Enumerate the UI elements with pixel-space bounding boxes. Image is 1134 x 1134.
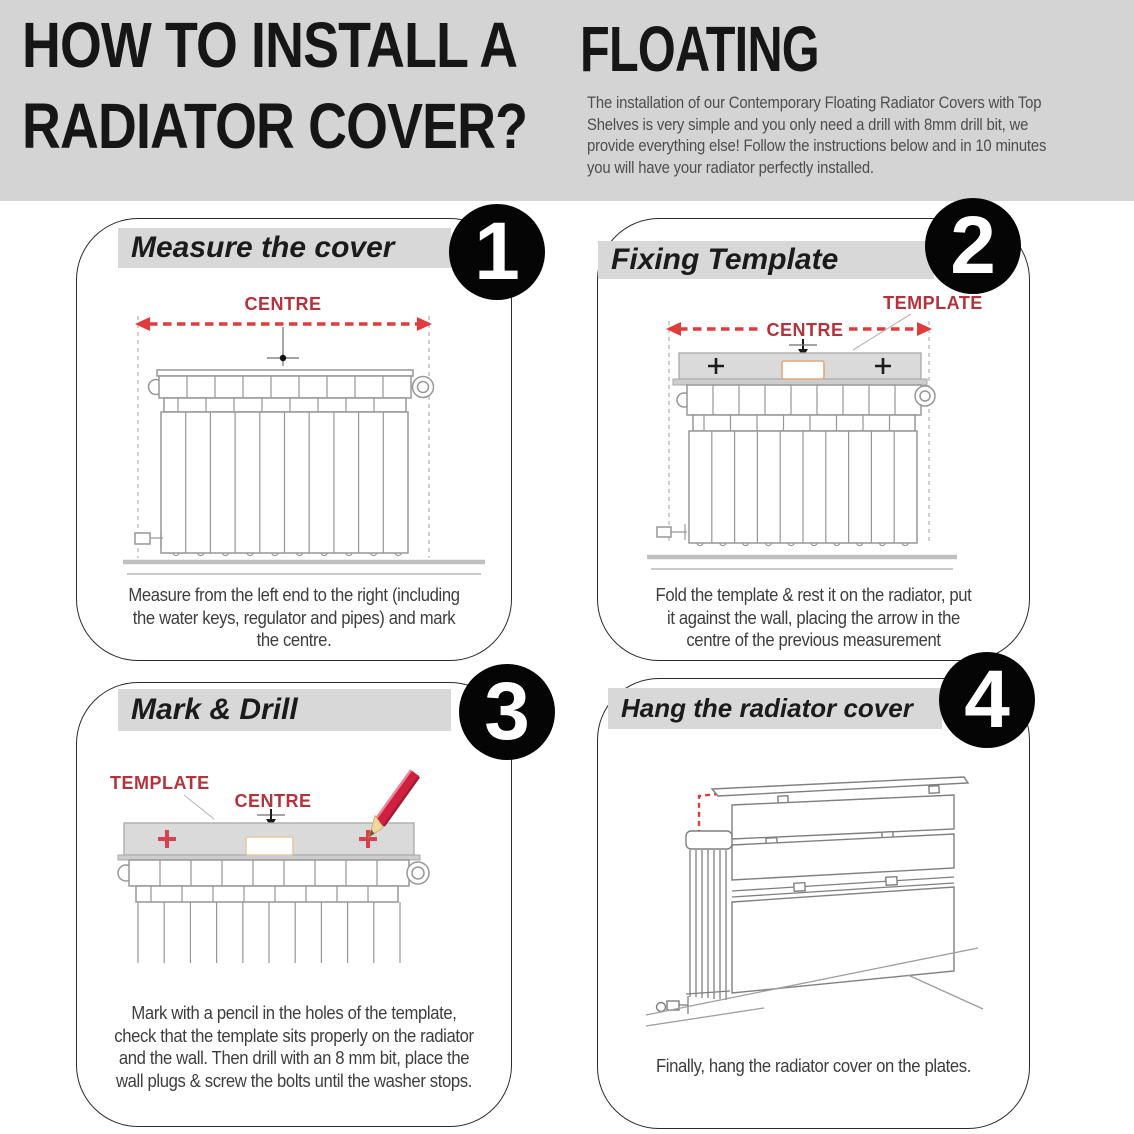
template-cutout <box>782 361 824 379</box>
template-pointer-line <box>184 795 214 819</box>
step-number-badge: 1 <box>449 204 545 300</box>
intro-line: provide everything else! Follow the instructions below and in 10 minutes <box>587 137 1047 155</box>
caption-line: it against the wall, placing the arrow in the <box>667 606 960 628</box>
intro-line: The installation of our Contemporary Floating Radiator Covers with Top <box>587 94 1042 112</box>
template-drawing <box>673 353 927 385</box>
floor-line <box>647 557 957 569</box>
step3-title: Mark & Drill <box>131 693 298 726</box>
caption-line: Finally, hang the radiator cover on the plates. <box>655 1055 972 1076</box>
template-label: TEMPLATE <box>883 293 983 313</box>
caption-line: check that the template sits properly on the radiator <box>114 1024 474 1046</box>
cover-slat-1 <box>732 795 954 839</box>
step-number-badge: 2 <box>925 198 1021 294</box>
main-title <box>22 5 527 167</box>
step4-title: Hang the radiator cover <box>621 693 913 723</box>
intro-line: Shelves is very simple and you only need a drill with 8mm drill bit, we <box>587 115 1029 134</box>
step3-title-bar <box>118 689 451 731</box>
step2-caption <box>620 584 1008 652</box>
caption-line: wall plugs & screw the bolts until the washer stops. <box>115 1069 473 1091</box>
intro-line: you will have your radiator perfectly installed. <box>587 158 874 177</box>
radiator-drawing <box>135 370 434 556</box>
main-title-line1: HOW TO INSTALL A <box>22 9 518 81</box>
floating-title: FLOATING <box>580 13 819 85</box>
caption-line: Measure from the left end to the right (including <box>128 584 460 605</box>
main-title-line2: RADIATOR COVER? <box>22 90 528 162</box>
step-panel-1 <box>76 218 512 661</box>
centre-label: CENTRE <box>244 294 322 314</box>
step2-title-bar <box>598 241 934 279</box>
floor-line <box>123 562 485 574</box>
step-panel-3 <box>76 682 512 1127</box>
radiator-drawing <box>118 860 429 963</box>
template-pointer-line <box>853 314 911 350</box>
caption-line: the water keys, regulator and pipes) and mark <box>132 606 456 628</box>
valve-icon <box>135 530 163 547</box>
intro-paragraph <box>587 93 1046 179</box>
cover-slat-3 <box>732 887 954 993</box>
centre-label: CENTRE <box>234 791 312 811</box>
step1-measure-diagram <box>111 286 531 586</box>
page-header <box>0 0 1134 201</box>
step4-hang-cover-diagram <box>646 739 1026 1044</box>
radiator-cover-drawing <box>712 777 968 993</box>
radiator-drawing <box>657 385 935 546</box>
step1-title-bar <box>118 228 451 268</box>
caption-line: and the wall. Then drill with an 8 mm bit, place the <box>118 1047 470 1068</box>
hanging-guide-dashed-line <box>699 793 728 831</box>
step3-caption <box>99 1002 490 1092</box>
radiator-behind-drawing <box>657 831 733 1014</box>
step1-title: Measure the cover <box>131 231 395 264</box>
step3-mark-drill-diagram <box>96 751 466 1001</box>
step-number-badge: 3 <box>459 664 555 760</box>
caption-line: centre of the previous measurement <box>686 629 941 650</box>
caption-line: the centre. <box>256 629 332 650</box>
template-label: TEMPLATE <box>110 773 210 793</box>
step-number-badge: 4 <box>939 652 1035 748</box>
centre-label: CENTRE <box>766 320 844 340</box>
step2-title: Fixing Template <box>611 243 839 276</box>
template-cutout <box>246 837 293 855</box>
caption-line: Fold the template & rest it on the radiator, put <box>655 584 972 605</box>
step4-caption <box>620 1055 1008 1078</box>
caption-line: Mark with a pencil in the holes of the template, <box>131 1002 457 1023</box>
step1-caption <box>99 584 490 652</box>
valve-icon <box>657 524 687 540</box>
step2-template-diagram <box>601 293 1021 583</box>
step4-title-bar <box>608 688 942 729</box>
